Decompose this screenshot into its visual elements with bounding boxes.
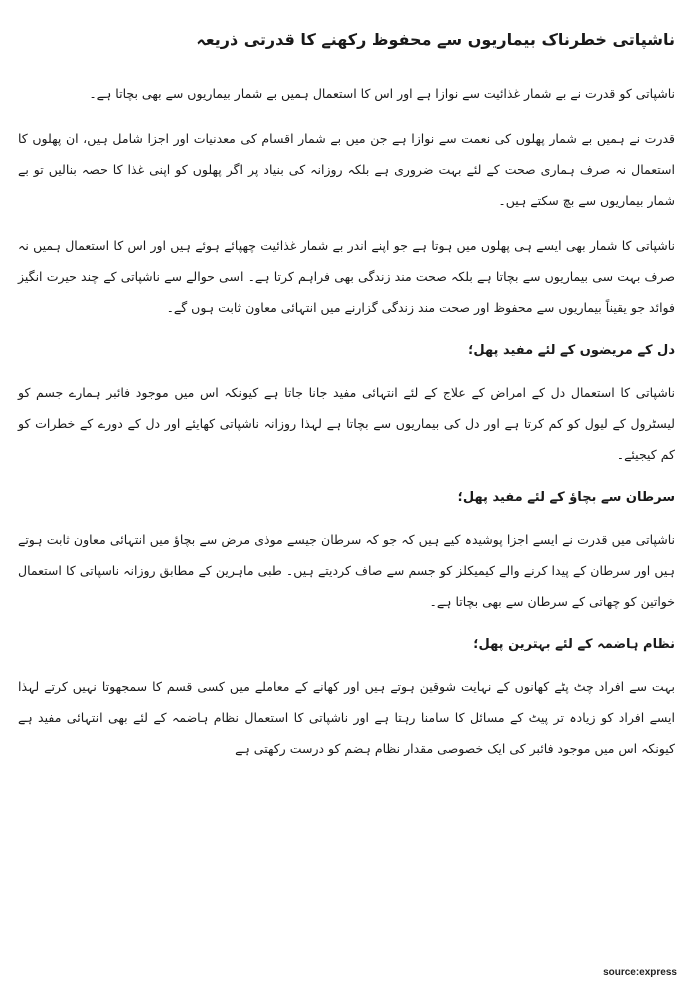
paragraph-heart: ناشپاتی کا استعمال دل کے امراض کے علاج کے لئے انتہائی مفید جانا جاتا ہے کیونکہ اس میں موجود فائبر ہمارے جسم کو لیسٹرول کے لیول کو کم کرتا ہے اور دل کی بیماریوں سے بچاتا ہے لہذا روزانہ ناشپاتی کھایئے اور دل کے دورے کے خطرات کو کم کیجیئے۔: [18, 385, 675, 462]
heading-digestion: نظام ہاضمہ کے لئے بہترین پھل؛: [473, 637, 675, 652]
article-title: ناشپاتی خطرناک بیماریوں سے محفوظ رکھنے کا قدرتی ذریعہ: [196, 30, 675, 49]
paragraph-cancer: ناشپاتی میں قدرت نے ایسے اجزا پوشیدہ کیے ہیں کہ جو کہ سرطان جیسے موذی مرض سے بچاؤ میں انتہائی معاون ثابت ہوتے ہیں اور سرطان کے پیدا کرنے والے کیمیکلز کو جسم سے صاف کردیتے ہیں۔ طبی ماہرین کے مطابق روزانہ ناسپاتی کا استعمال خواتین کو چھاتی کے سرطان سے بھی بچاتا ہے۔: [18, 532, 675, 609]
paragraph-digestion: بہت سے افراد چٹ پٹے کھانوں کے نہایت شوقین ہوتے ہیں اور کھانے کے معاملے میں کسی قسم کا سمجھوتا نہیں کرتے لہذا ایسے افراد کو زیادہ تر پیٹ کے مسائل کا سامنا رہتا ہے اور ناشپاتی کا استعمال نظام ہاضمہ کے لئے بھی انتہائی مفید ہے کیونکہ اس میں موجود فائبر کی ایک خصوصی مقدار نظام ہضم کو درست رکھتی ہے: [18, 679, 675, 756]
heading-heart-patients: دل کے مریضوں کے لئے مفید پھل؛: [468, 343, 675, 358]
paragraph-pear-benefits: ناشپاتی کا شمار بھی ایسے ہی پھلوں میں ہوتا ہے جو اپنے اندر بے شمار غذائیت چھپائے ہوئے ہیں اور اس کا استعمال ہمیں نہ صرف بہت سی بیماریوں سے بچاتا ہے بلکہ صحت مند زندگی بھی فراہم کرتا ہے۔ اسی حوالے سے ناشپاتی کے چند حیرت انگیز فوائد جو یقیناً بیماریوں سے محفوظ اور صحت مند زندگی گزارنے میں انتہائی معاون ثابت ہوں گے۔: [18, 238, 675, 315]
intro-paragraph: ناشپاتی کو قدرت نے بے شمار غذائیت سے نوازا ہے اور اس کا استعمال ہمیں بے شمار بیماریوں سے بھی بچاتا ہے۔: [89, 86, 675, 101]
article: [18, 28, 679, 778]
heading-cancer-prevention: سرطان سے بچاؤ کے لئے مفید پھل؛: [457, 490, 675, 505]
paragraph-fruits-blessing: قدرت نے ہمیں بے شمار پھلوں کی نعمت سے نوازا ہے جن میں بے شمار اقسام کی معدنیات اور اجزا شامل ہیں، ان پھلوں کا استعمال نہ صرف ہماری صحت کے لئے بہت ضروری ہے بلکہ روزانہ کی بنیاد پر اگر پھلوں کو اپنی غذا کا حصہ بنالیں تو بے شمار بیماریوں سے بچ سکتے ہیں۔: [18, 131, 675, 208]
source-credit: source:express: [603, 967, 677, 978]
